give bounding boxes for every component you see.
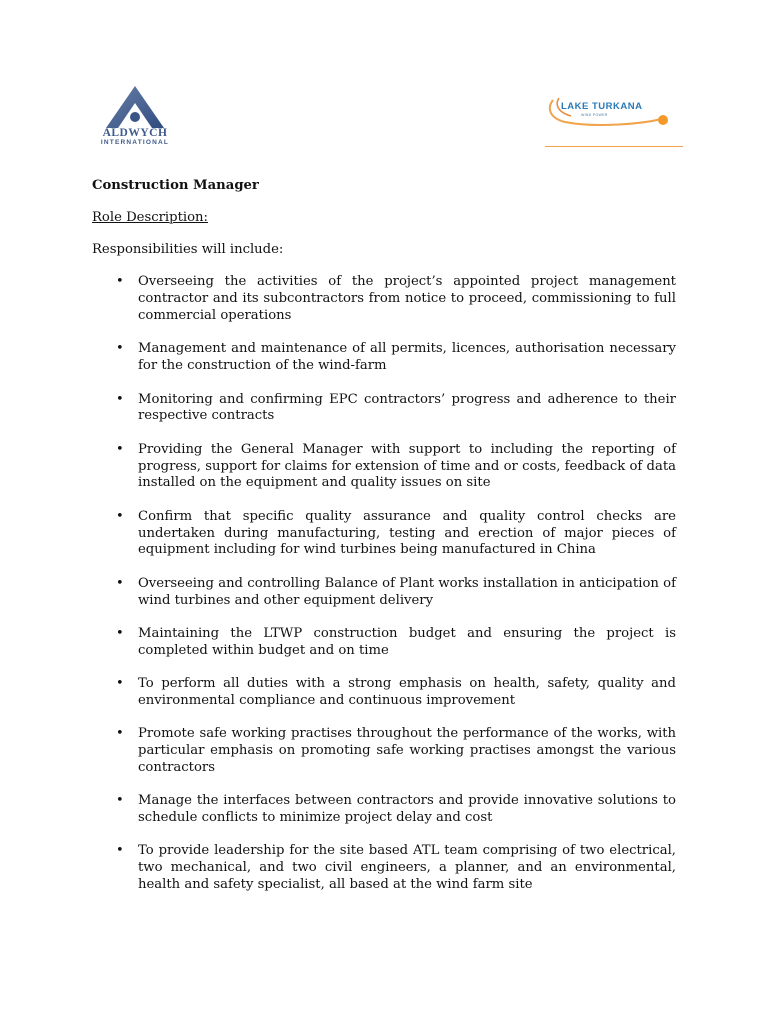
- list-item-text: Overseeing and controlling Balance of Plant works installation in anticipation of wind turbines and other equipment delivery: [138, 575, 676, 608]
- list-item: [92, 793, 676, 827]
- list-item: [92, 442, 676, 492]
- list-item-text: Management and maintenance of all permits, licences, authorisation necessary for the construction of the wind-farm: [138, 341, 676, 374]
- bullet-icon: •: [116, 843, 124, 859]
- aldwych-wordmark: ALDWYCH: [102, 127, 168, 139]
- bullet-icon: •: [116, 726, 124, 742]
- job-title: Construction Manager: [92, 178, 259, 193]
- header-rule: [545, 146, 683, 147]
- bullet-icon: •: [116, 391, 124, 407]
- bullet-icon: •: [116, 441, 124, 457]
- list-item: [92, 726, 676, 776]
- list-item: [92, 843, 676, 893]
- list-item-text: Monitoring and confirming EPC contractors’ progress and adherence to their respective contracts: [138, 391, 676, 424]
- responsibilities-intro: Responsibilities will include:: [92, 241, 284, 257]
- lake-turkana-tagline: WIND POWER: [581, 113, 608, 117]
- bullet-icon: •: [116, 676, 124, 692]
- list-item-text: Promote safe working practises throughout the performance of the works, with particular emphasis on promoting safe working practises amongst the various contractors: [138, 726, 676, 775]
- aldwych-a-icon: [92, 84, 178, 130]
- bullet-icon: •: [116, 793, 124, 809]
- bullet-icon: •: [116, 341, 124, 357]
- lake-turkana-logo: [545, 94, 683, 150]
- list-item: [92, 341, 676, 375]
- list-item-text: Maintaining the LTWP construction budget and ensuring the project is completed within budget and on time: [138, 625, 676, 658]
- bullet-icon: •: [116, 575, 124, 591]
- list-item-text: Manage the interfaces between contractors and provide innovative solutions to schedule conflicts to minimize project delay and cost: [138, 793, 676, 826]
- aldwych-subtitle: INTERNATIONAL: [100, 139, 170, 146]
- list-item-text: Providing the General Manager with support to including the reporting of progress, support for claims for extension of time and or costs, feedback of data installed on the equipment and quality issues on site: [138, 441, 676, 491]
- list-item: [92, 392, 676, 426]
- list-item: [92, 509, 676, 559]
- role-description-heading: Role Description:: [92, 209, 208, 225]
- bullet-icon: •: [116, 274, 124, 290]
- aldwych-logo: [92, 84, 178, 152]
- document-body: [92, 178, 676, 910]
- bullet-icon: •: [116, 625, 124, 641]
- list-item: [92, 676, 676, 710]
- list-item-text: To perform all duties with a strong emphasis on health, safety, quality and environmental compliance and continuous improvement: [138, 676, 676, 708]
- list-item: [92, 576, 676, 610]
- orbit-swoosh-icon: [545, 94, 683, 134]
- list-item-text: Confirm that specific quality assurance and quality control checks are undertaken during manufacturing, testing and erection of major pieces of equipment including for wind turbines being manufactured in China: [138, 508, 676, 558]
- list-item: [92, 274, 676, 324]
- bullet-icon: •: [116, 508, 124, 524]
- list-item-text: To provide leadership for the site based ATL team comprising of two electrical, two mechanical, and two civil engineers, a planner, and an environmental, health and safety specialist, all based at the wind farm site: [138, 843, 676, 893]
- lake-turkana-wordmark: LAKE TURKANA: [561, 101, 643, 112]
- list-item-text: Overseeing the activities of the project’s appointed project management contractor and its subcontractors from notice to proceed, commissioning to full commercial operations: [138, 274, 676, 323]
- responsibilities-list: [92, 274, 676, 893]
- list-item: [92, 626, 676, 660]
